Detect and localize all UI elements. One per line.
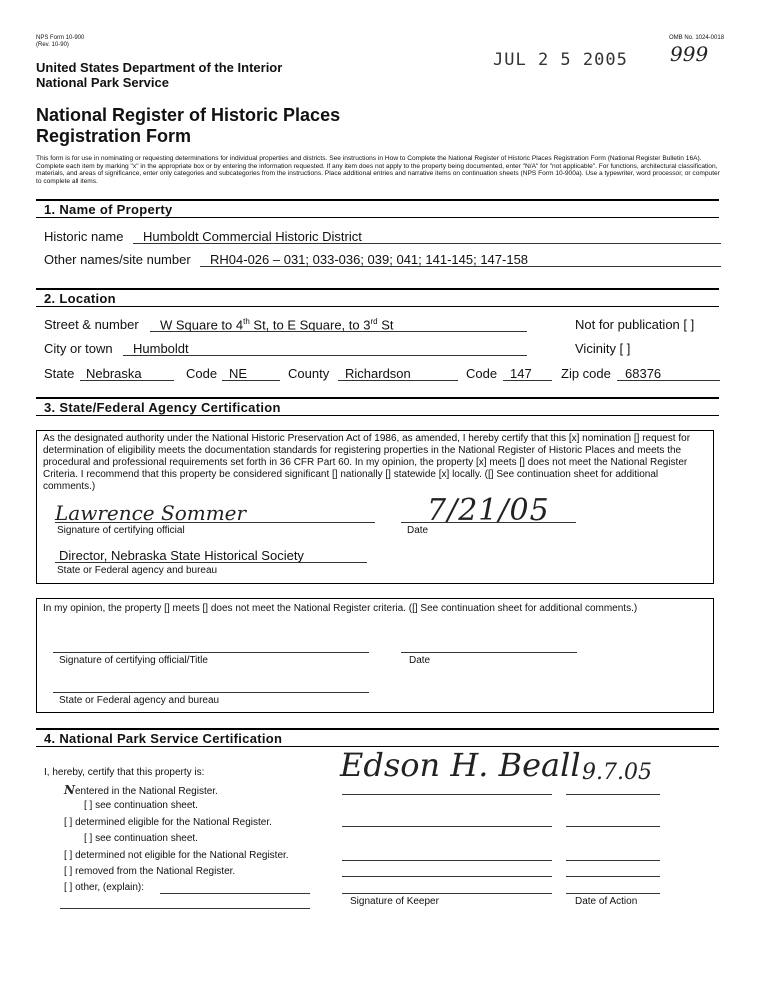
keeper-signature: Edson H. Beall: [340, 746, 581, 784]
not-for-publication-checkbox[interactable]: Not for publication [ ]: [575, 317, 695, 332]
form-subtitle: Registration Form: [36, 126, 192, 146]
agency-value[interactable]: Director, Nebraska State Historical Society: [59, 548, 304, 563]
city-label: City or town: [44, 341, 113, 356]
opinion-signature-label: Signature of certifying official/Title: [59, 655, 208, 666]
received-date-stamp: JUL 2 5 2005: [493, 50, 628, 70]
historic-name-label: Historic name: [44, 229, 124, 244]
form-number: NPS Form 10-900: [36, 35, 85, 41]
street-part-b: St, to E Square, to 3: [249, 317, 371, 333]
nps-cert-intro: I, hereby, certify that this property is:: [44, 767, 205, 778]
section-2-header: [36, 288, 719, 307]
other-explain-line-2: [60, 908, 310, 909]
signature-label: Signature of certifying official: [57, 525, 185, 536]
state-code-line: [222, 380, 280, 381]
section-1-title: 1. Name of Property: [44, 202, 173, 217]
keeper-line-2: [342, 826, 552, 827]
opinion-date-label: Date: [409, 655, 431, 666]
action-line-4: [566, 876, 660, 877]
keeper-signature-label: Signature of Keeper: [350, 896, 439, 907]
opinion-agency-line: [53, 692, 369, 693]
street-label: Street & number: [44, 317, 139, 332]
section-4-header: [36, 728, 719, 747]
date-label: Date: [407, 525, 429, 536]
other-names-value[interactable]: RH04-026 – 031; 033-036; 039; 041; 141-145; 147-158: [210, 252, 529, 267]
zip-label: Zip code: [561, 366, 611, 381]
keeper-line-5: [342, 893, 552, 894]
historic-name-value[interactable]: Humboldt Commercial Historic District: [143, 229, 362, 244]
state-label: State: [44, 366, 75, 381]
entered-continuation-option[interactable]: [ ] see continuation sheet.: [84, 800, 198, 811]
state-certification-text: As the designated authority under the National Historic Preservation Act of 1986, as amended, I hereby certify that this [x] nomination [] request for determination of eligibility meets the documentation standards for registering properties in the National Register of Historic Places and meets the procedural and professional requirements set forth in 36 CFR Part 60. In my opinion, the property [x] meets [] does not meet the National Register Criteria. I recommend that this property be considered significant [] nationally [] statewide [x] locally. ([] See continuation sheet for additional comments.): [43, 433, 691, 492]
other-explain-line: [160, 893, 310, 894]
action-line-1: [566, 794, 660, 795]
eligible-continuation-option[interactable]: [ ] see continuation sheet.: [84, 833, 198, 844]
state-code-label: Code: [186, 366, 218, 381]
section-1-header: [36, 199, 719, 218]
certification-date: 7/21/05: [427, 493, 550, 528]
historic-name-line: [133, 243, 721, 244]
section-3-title: 3. State/Federal Agency Certification: [44, 400, 281, 415]
county-code-label: Code: [466, 366, 498, 381]
service-name: National Park Service: [36, 75, 169, 90]
opinion-signature-line: [53, 652, 369, 653]
street-line: [150, 331, 527, 332]
not-eligible-option[interactable]: [ ] determined not eligible for the National Register.: [64, 850, 289, 861]
form-instructions: This form is for use in nominating or requesting determinations for individual properties and districts. See instructions in How to Complete the National Register of Historic Places Registration Form (National Register Bulletin 16A). Complete each item by marking "x" in the appropriate box or by entering the information requested. If any item does not apply to the property being documented, enter "N/A" for "not applicable". For functions, architectural classification, materials, and areas of significance, enter only categories and subcategories from the instructions. Place additional entries and narrative items on continuation sheets (NPS Form 10-900a). Use a typewriter, word processor, or computer to complete all items.: [36, 155, 720, 185]
keeper-line-4: [342, 876, 552, 877]
county-label: County: [288, 366, 330, 381]
agency-label: State or Federal agency and bureau: [57, 565, 218, 576]
eligible-option[interactable]: [ ] determined eligible for the National Register.: [64, 817, 272, 828]
city-value[interactable]: Humboldt: [133, 341, 189, 356]
section-4-title: 4. National Park Service Certification: [44, 731, 283, 746]
date-line: [401, 522, 576, 523]
street-part-c: St: [377, 317, 394, 333]
zip-value[interactable]: 68376: [625, 366, 662, 381]
handwritten-number: 999: [670, 42, 709, 66]
street-sup-2: rd: [370, 317, 378, 326]
city-line: [123, 355, 527, 356]
other-names-line: [200, 266, 721, 267]
certifying-official-signature: Lawrence Sommer: [55, 501, 247, 525]
action-line-2: [566, 826, 660, 827]
other-names-label: Other names/site number: [44, 252, 191, 267]
signature-line: [55, 522, 375, 523]
entered-option-label: entered in the National Register.: [74, 786, 218, 797]
state-certification-box: [36, 430, 714, 584]
keeper-line-1: [342, 794, 552, 795]
entered-option[interactable]: [64, 783, 218, 797]
date-of-action-label: Date of Action: [575, 896, 638, 907]
state-value[interactable]: Nebraska: [86, 366, 142, 381]
action-line-5: [566, 893, 660, 894]
county-code-value[interactable]: 147: [510, 366, 532, 381]
entered-checkmark: N: [64, 783, 75, 797]
action-date-value: 9.7.05: [582, 760, 652, 785]
county-value[interactable]: Richardson: [345, 366, 411, 381]
zip-line: [617, 380, 720, 381]
street-part-a: W Square to 4: [160, 317, 244, 333]
opinion-agency-label: State or Federal agency and bureau: [59, 695, 220, 706]
street-sup-1: th: [243, 317, 250, 326]
county-line: [338, 380, 458, 381]
county-code-line: [503, 380, 552, 381]
state-code-value[interactable]: NE: [229, 366, 248, 381]
opinion-date-line: [401, 652, 577, 653]
omb-number: OMB No. 1024-0018: [669, 35, 725, 41]
department-name: United States Department of the Interior: [36, 60, 283, 75]
vicinity-checkbox[interactable]: Vicinity [ ]: [575, 341, 631, 356]
keeper-line-3: [342, 860, 552, 861]
section-3-header: [36, 397, 719, 416]
opinion-box: [36, 598, 714, 713]
opinion-text: In my opinion, the property [] meets [] does not meet the National Register criteria. ([] See continuation sheet for additional comments.): [43, 603, 638, 614]
state-line: [80, 380, 174, 381]
other-option[interactable]: [ ] other, (explain):: [64, 882, 145, 893]
section-2-title: 2. Location: [44, 291, 116, 306]
form-revision: (Rev. 10-90): [36, 42, 69, 48]
action-line-3: [566, 860, 660, 861]
removed-option[interactable]: [ ] removed from the National Register.: [64, 866, 236, 877]
form-title: National Register of Historic Places: [36, 105, 341, 125]
agency-line: [55, 562, 367, 563]
